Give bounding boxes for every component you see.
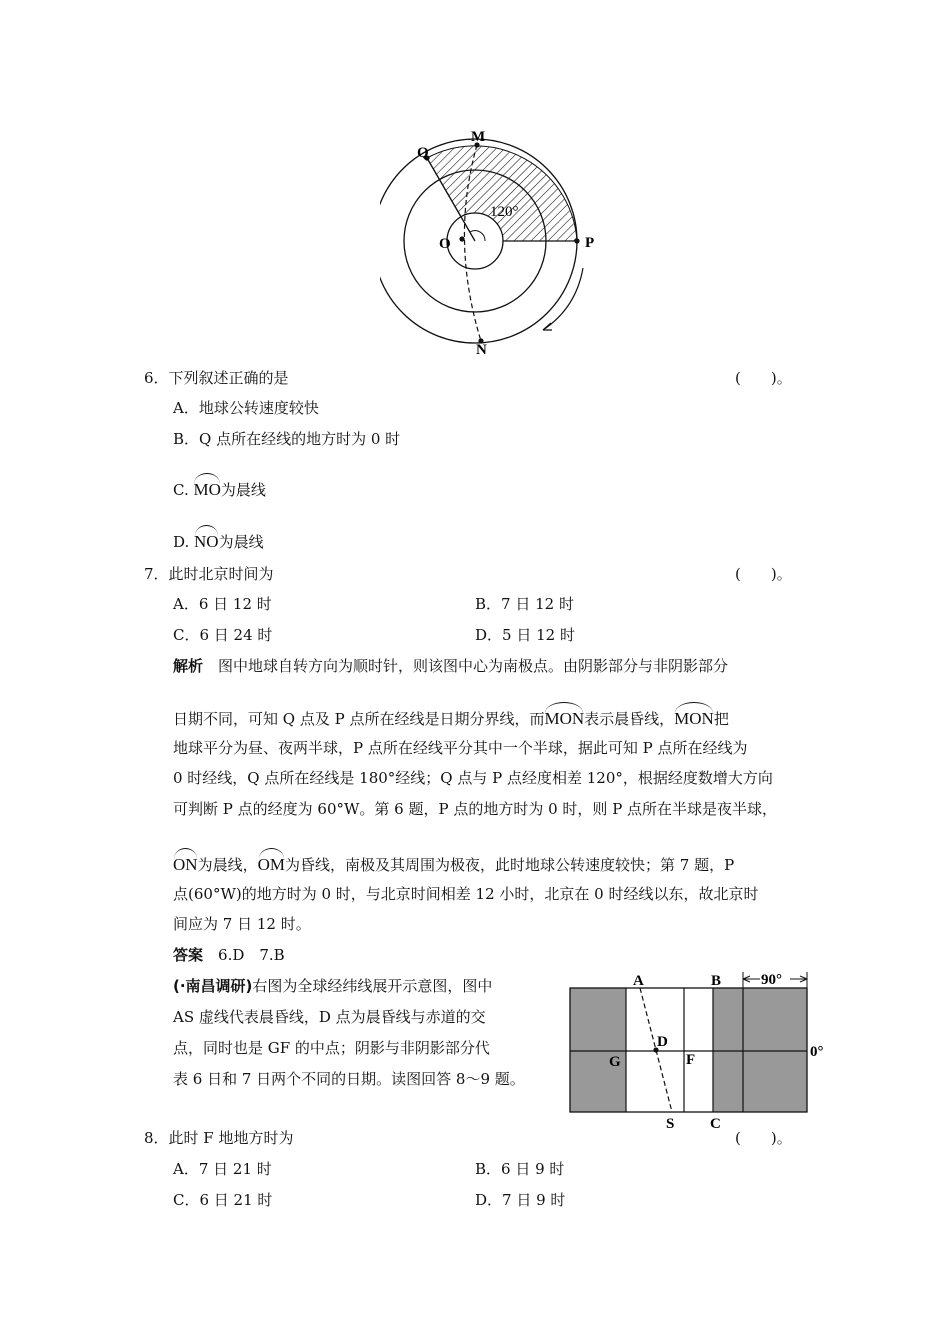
q6-option-a: A．地球公转速度较快 bbox=[173, 399, 319, 417]
q7-option-a: A．6 日 12 时 bbox=[173, 595, 272, 613]
q8-stem: 8．此时 F 地地方时为 bbox=[144, 1129, 294, 1147]
answer-line: 答案 6.D 7.B bbox=[173, 946, 285, 964]
arc-on: ON bbox=[173, 849, 198, 875]
q6-stem: 6．下列叙述正确的是 bbox=[144, 369, 289, 387]
label-0: 0° bbox=[810, 1044, 824, 1060]
analysis-line-2: 日期不同，可知 Q 点及 P 点所在经线是日期分界线，而MON表示晨昏线，MON把 bbox=[173, 703, 729, 729]
analysis-line-3: 地球平分为昼、夜两半球，P 点所在经线平分其中一个半球，据此可知 P 点所在经线为 bbox=[173, 739, 748, 757]
shaded-middle bbox=[713, 988, 743, 1112]
arc-mon-2: MON bbox=[674, 703, 714, 729]
analysis-line-1: 解析 图中地球自转方向为顺时针，则该图中心为南极点。由阴影部分与非阴影部分 bbox=[173, 657, 729, 675]
grid-diagram bbox=[560, 968, 840, 1133]
label-d: D bbox=[657, 1034, 668, 1050]
intro-line-1: (·南昌调研)右图为全球经纬线展开示意图，图中 bbox=[173, 977, 493, 995]
arc-mon: MON bbox=[544, 703, 584, 729]
intro-line-2: AS 虚线代表晨昏线，D 点为晨昏线与赤道的交 bbox=[173, 1008, 486, 1026]
q7-bracket: ( )。 bbox=[735, 565, 792, 583]
analysis-line-4: 0 时经线，Q 点所在经线是 180°经线；Q 点与 P 点经度相差 120°，根据经度数增大方向 bbox=[173, 769, 773, 787]
analysis-line-8: 间应为 7 日 12 时。 bbox=[173, 915, 311, 933]
q8-option-b: B．6 日 9 时 bbox=[475, 1160, 565, 1178]
label-n: N bbox=[476, 342, 487, 358]
polar-diagram bbox=[380, 120, 620, 360]
q7-option-c: C．6 日 24 时 bbox=[173, 626, 273, 644]
intro-line-3: 点，同时也是 GF 的中点；阴影与非阴影部分代 bbox=[173, 1039, 490, 1057]
label-a: A bbox=[633, 973, 644, 989]
shaded-right bbox=[743, 988, 807, 1112]
q8-option-d: D．7 日 9 时 bbox=[475, 1191, 566, 1209]
shaded-sector bbox=[427, 146, 577, 241]
rotation-arrow bbox=[543, 268, 583, 330]
q8-bracket: ( )。 bbox=[735, 1129, 792, 1147]
label-m: M bbox=[471, 129, 486, 145]
arc-mo: MO bbox=[193, 474, 220, 500]
arc-om: OM bbox=[258, 849, 285, 875]
q6-bracket: ( )。 bbox=[735, 369, 792, 387]
label-90: 90° bbox=[761, 972, 782, 988]
label-b: B bbox=[711, 973, 722, 989]
shaded-left bbox=[570, 988, 626, 1112]
label-o: O bbox=[439, 236, 451, 252]
q7-stem: 7．此时北京时间为 bbox=[144, 565, 274, 583]
analysis-line-7: 点(60°W)的地方时为 0 时，与北京时间相差 12 小时，北京在 0 时经线以东，故北京时 bbox=[173, 885, 759, 903]
analysis-line-6: ON为晨线，OM为昏线，南极及其周围为极夜，此时地球公转速度较快；第 7 题，P bbox=[173, 849, 734, 875]
q6-option-d: D. NO为晨线 bbox=[173, 526, 264, 552]
label-g: G bbox=[609, 1054, 621, 1070]
label-c: C bbox=[710, 1116, 721, 1132]
q6-option-c: C. MO为晨线 bbox=[173, 474, 266, 500]
label-q: Q bbox=[417, 145, 429, 161]
label-f: F bbox=[686, 1052, 696, 1068]
q7-option-d: D．5 日 12 时 bbox=[475, 626, 575, 644]
q8-option-c: C．6 日 21 时 bbox=[173, 1191, 273, 1209]
arc-no: NO bbox=[194, 526, 219, 552]
q6-option-b: B．Q 点所在经线的地方时为 0 时 bbox=[173, 430, 401, 448]
label-p: P bbox=[585, 235, 595, 251]
q8-option-a: A．7 日 21 时 bbox=[173, 1160, 272, 1178]
q7-option-b: B．7 日 12 时 bbox=[475, 595, 574, 613]
analysis-line-5: 可判断 P 点的经度为 60°W。第 6 题，P 点的地方时为 0 时，则 P 点所在半球是夜半球， bbox=[173, 800, 778, 818]
label-angle: 120° bbox=[490, 204, 519, 220]
label-s: S bbox=[666, 1116, 675, 1132]
intro-line-4: 表 6 日和 7 日两个不同的日期。读图回答 8～9 题。 bbox=[173, 1070, 525, 1088]
